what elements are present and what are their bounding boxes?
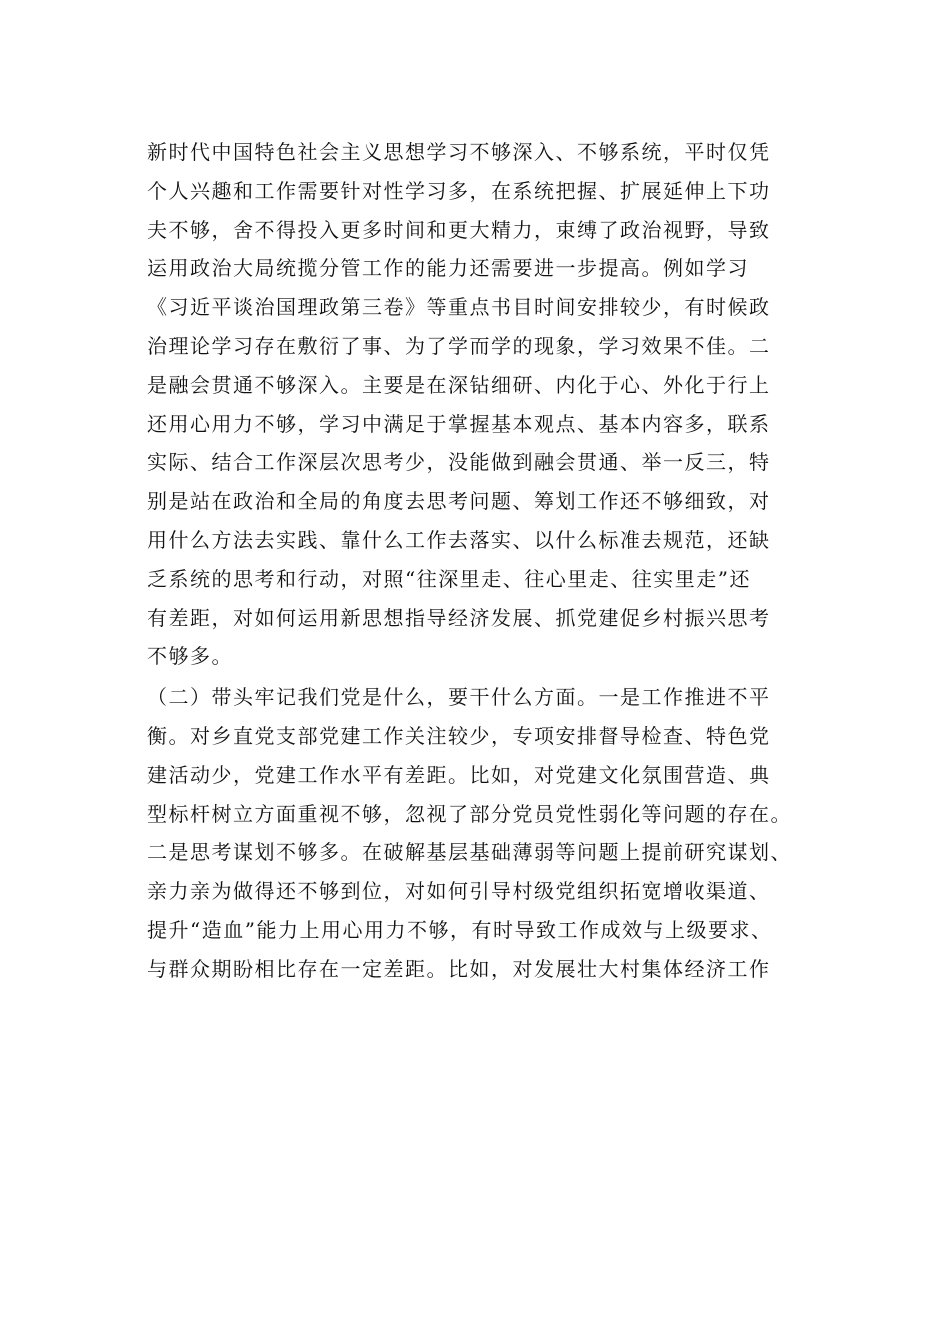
document-body xyxy=(147,133,807,989)
paragraph-1 xyxy=(147,133,807,676)
text-line: 运用政治大局统揽分管工作的能力还需要进一步提高。例如学习 xyxy=(147,256,749,281)
text-line: 乏系统的思考和行动，对照“往深里走、往心里走、往实里走”还 xyxy=(147,566,751,591)
text-line: 用什么方法去实践、靠什么工作去落实、以什么标准去规范，还缺 xyxy=(147,527,771,552)
text-line: 型标杆树立方面重视不够，忽视了部分党员党性弱化等问题的存在。 xyxy=(147,801,792,826)
text-line: 与群众期盼相比存在一定差距。比如，对发展壮大村集体经济工作 xyxy=(147,956,771,981)
text-line: 别是站在政治和全局的角度去思考问题、筹划工作还不够细致，对 xyxy=(147,489,771,514)
text-line: 不够多。 xyxy=(147,644,233,669)
text-line: 还用心用力不够，学习中满足于掌握基本观点、基本内容多，联系 xyxy=(147,411,771,436)
text-line: 二是思考谋划不够多。在破解基层基础薄弱等问题上提前研究谋划、 xyxy=(147,840,792,865)
text-line: 是融会贯通不够深入。主要是在深钻细研、内化于心、外化于行上 xyxy=(147,372,771,397)
text-line: 治理论学习存在敷衍了事、为了学而学的现象，学习效果不佳。二 xyxy=(147,333,771,358)
text-line: 亲力亲为做得还不够到位，对如何引导村级党组织拓宽增收渠道、 xyxy=(147,879,771,904)
text-line: 《习近平谈治国理政第三卷》等重点书目时间安排较少，有时候政 xyxy=(147,295,771,320)
paragraph-2 xyxy=(147,678,807,988)
text-line: 衡。对乡直党支部党建工作关注较少，专项安排督导检查、特色党 xyxy=(147,723,771,748)
text-line: 新时代中国特色社会主义思想学习不够深入、不够系统，平时仅凭 xyxy=(147,140,771,164)
text-line: （二）带头牢记我们党是什么，要干什么方面。一是工作推进不平 xyxy=(147,685,771,710)
text-line: 提升“造血”能力上用心用力不够，有时导致工作成效与上级要求、 xyxy=(147,917,773,942)
text-line: 个人兴趣和工作需要针对性学习多，在系统把握、扩展延伸上下功 xyxy=(147,178,771,203)
text-line: 有差距，对如何运用新思想指导经济发展、抓党建促乡村振兴思考 xyxy=(147,605,771,630)
text-line: 夫不够，舍不得投入更多时间和更大精力，束缚了政治视野，导致 xyxy=(147,217,771,242)
text-line: 实际、结合工作深层次思考少，没能做到融会贯通、举一反三，特 xyxy=(147,450,771,475)
text-line: 建活动少，党建工作水平有差距。比如，对党建文化氛围营造、典 xyxy=(147,762,771,787)
